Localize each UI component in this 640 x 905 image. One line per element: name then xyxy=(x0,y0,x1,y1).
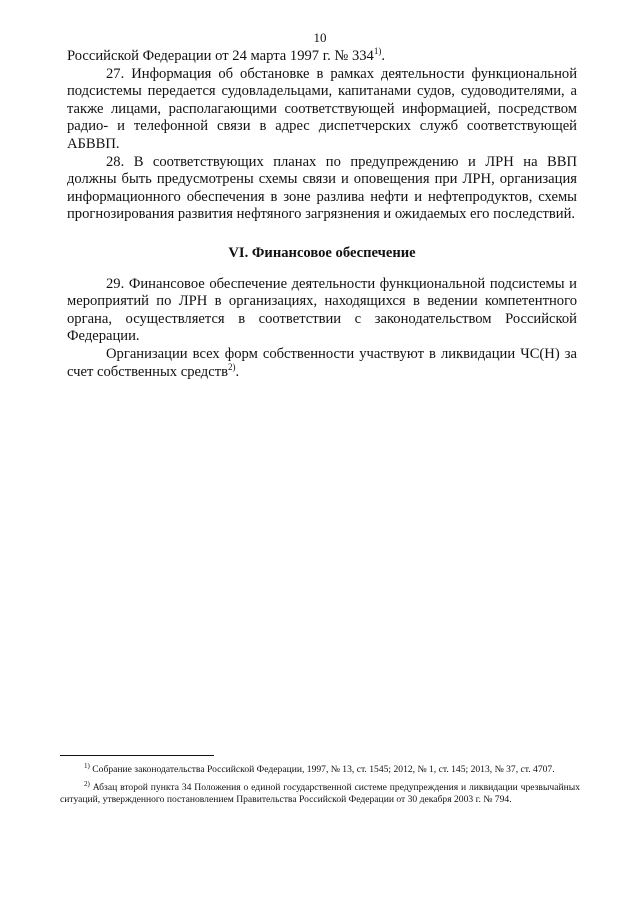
paragraph-29: 29. Финансовое обеспечение деятельности функциональной подсистемы и мероприятий по ЛРН в организациях, находящихся в ведении компетентного органа, осуществляется в соответствии с законодательством Российской Федерации. xyxy=(67,275,577,345)
paragraph-continuation-end: . xyxy=(381,48,386,64)
paragraph-30 xyxy=(67,346,577,381)
footnote-ref-1: 1) xyxy=(373,46,382,57)
footnotes xyxy=(60,761,580,813)
section-heading: VI. Финансовое обеспечение xyxy=(228,244,416,261)
footnote-separator xyxy=(60,755,214,756)
page-number: 10 xyxy=(313,30,327,45)
footnote-2-text: Абзац второй пункта 34 Положения о единой государственной системе предупреждения и ликвидации чрезвычайных ситуаций, утвержденного постановлением Правительства Российской Федерации от 30 декабря 2003 г. № 794. xyxy=(60,782,580,806)
footnote-2 xyxy=(60,782,580,806)
footnote-ref-2: 2) xyxy=(227,361,236,372)
paragraph-30-text: Организации всех форм собственности участвуют в ликвидации ЧС(Н) за счет собственных средств xyxy=(67,345,577,380)
footnote-1-mark: 1) xyxy=(84,761,90,770)
paragraph-continuation-text: Российской Федерации от 24 марта 1997 г. № 334 xyxy=(67,48,374,64)
paragraph-continuation xyxy=(67,48,577,66)
paragraph-30-end: . xyxy=(235,363,240,380)
footnote-1 xyxy=(60,761,580,776)
footnote-1-text: Собрание законодательства Российской Федерации, 1997, № 13, ст. 1545; 2012, № 1, ст. 145; 2013, № 37, ст. 4707. xyxy=(89,764,555,775)
paragraph-28: 28. В соответствующих планах по предупреждению и ЛРН на ВВП должны быть предусмотрены схемы связи и оповещения при ЛРН, организация информационного обеспечения в зоне разлива нефти и нефтепродуктов, схемы прогнозирования развития нефтяного загрязнения и ожидаемых его последствий. xyxy=(67,153,577,223)
body-text xyxy=(67,48,577,381)
footnote-2-mark: 2) xyxy=(84,780,90,789)
paragraph-27: 27. Информация об обстановке в рамках деятельности функциональной подсистемы передается судовладельцами, капитанами судов, судоводителями, а также лицами, располагающими соответствующей информацией, посредством радио- и телефонной связи в адрес диспетчерских служб соответствующей АБВВП. xyxy=(67,65,577,152)
